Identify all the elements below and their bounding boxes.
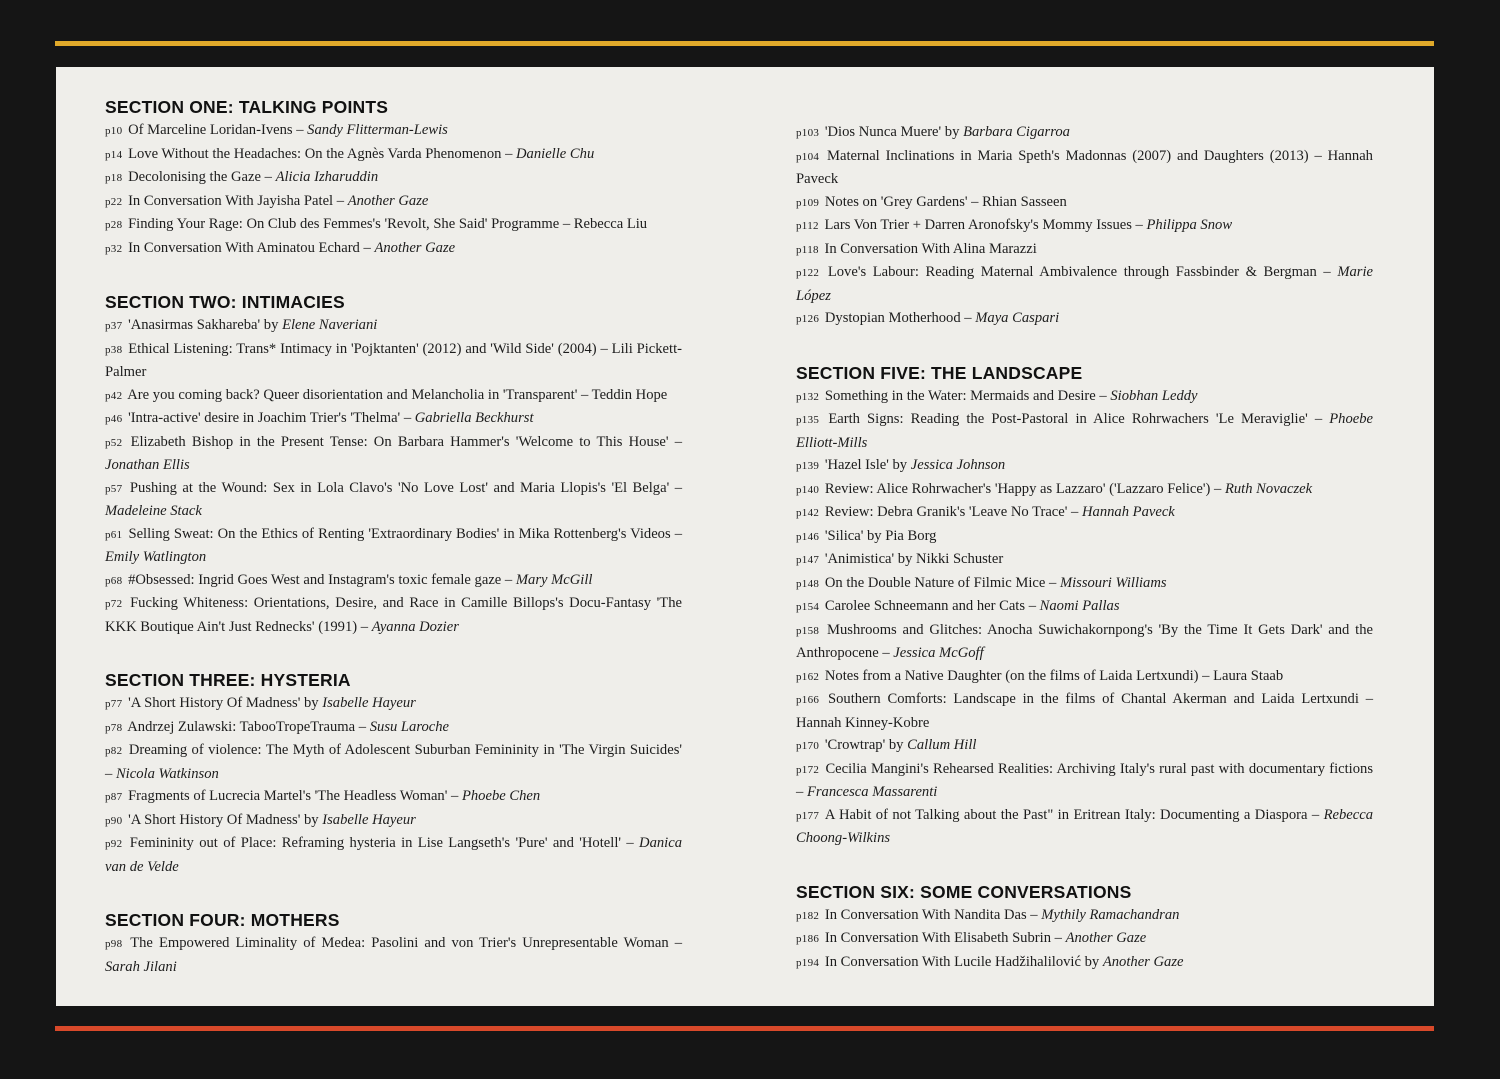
entry-author: Another Gaze <box>1065 930 1147 946</box>
contents-entry <box>796 478 1373 502</box>
page-number: p28 <box>105 219 123 231</box>
contents-entry <box>796 385 1373 409</box>
page-number: p182 <box>796 909 820 922</box>
page-number: p148 <box>796 577 820 590</box>
contents-entry <box>105 314 682 338</box>
entry-title: 'A Short History Of Madness' by <box>128 695 323 711</box>
contents-section <box>105 910 682 978</box>
section-title: SECTION ONE: TALKING POINTS <box>105 97 389 117</box>
entry-author: Another Gaze <box>347 192 429 209</box>
left-column <box>105 97 682 1010</box>
contents-entry <box>796 121 1373 145</box>
contents-entry <box>796 595 1373 619</box>
page-number: p147 <box>796 554 820 566</box>
contents-entry <box>105 809 682 833</box>
entry-title: In Conversation With Jayisha Patel – <box>128 192 348 209</box>
page-number: p46 <box>105 413 123 425</box>
entry-title: Notes on 'Grey Gardens' – Rhian Sasseen <box>824 193 1067 210</box>
contents-entry <box>796 214 1373 238</box>
section-title: SECTION FOUR: MOTHERS <box>105 910 340 930</box>
contents-entry <box>796 734 1373 758</box>
contents-section <box>796 121 1373 331</box>
entry-title: Maternal Inclinations in Maria Speth's Madonnas (2007) and Daughters (2013) – Hannah Paveck <box>796 147 1373 187</box>
contents-section <box>105 670 682 878</box>
page-number: p42 <box>105 389 123 402</box>
entry-title: 'Crowtrap' by <box>824 737 908 753</box>
contents-entry <box>105 213 682 237</box>
page-number: p68 <box>105 574 123 587</box>
contents-page <box>56 67 1434 1006</box>
entry-author: Phoebe Elliott-Mills <box>796 411 1373 451</box>
contents-entry <box>796 665 1373 689</box>
page-number: p10 <box>105 125 123 137</box>
entry-author: Sarah Jilani <box>105 958 177 975</box>
entry-title: In Conversation With Aminatou Echard – <box>128 239 375 256</box>
entry-author: Madeleine Stack <box>105 503 202 519</box>
entry-title: Love Without the Headaches: On the Agnès Varda Phenomenon – <box>128 145 517 162</box>
entry-author: Danielle Chu <box>516 145 595 162</box>
page-number: p77 <box>105 698 123 710</box>
page-number: p158 <box>796 624 820 637</box>
contents-entry <box>105 569 682 593</box>
top-rule <box>55 41 1434 46</box>
page-number: p139 <box>796 460 820 472</box>
contents-entry <box>105 477 682 523</box>
contents-entry <box>796 307 1373 331</box>
page-number: p194 <box>796 956 820 969</box>
entry-title: Carolee Schneemann and her Cats – <box>824 598 1040 614</box>
entry-title: 'Intra-active' desire in Joachim Trier's 'Thelma' – <box>128 410 415 426</box>
contents-entry <box>105 716 682 740</box>
entry-author: Maya Caspari <box>975 310 1060 326</box>
entry-title: A Habit of not Talking about the Past" in Eritrean Italy: Documenting a Diaspora – <box>824 806 1324 823</box>
entry-title: 'Anasirmas Sakhareba' by <box>128 317 283 333</box>
page-number: p118 <box>796 243 819 256</box>
page-number: p22 <box>105 195 123 208</box>
entry-author: Marie López <box>796 264 1373 304</box>
entry-author: Mythily Ramachandran <box>1041 906 1180 923</box>
contents-entry <box>105 832 682 878</box>
entry-author: Ayanna Dozier <box>371 618 459 635</box>
entry-title: Femininity out of Place: Reframing hysteria in Lise Langseth's 'Pure' and 'Hotell' – <box>129 835 640 851</box>
entry-title: Something in the Water: Mermaids and Desire – <box>824 387 1111 404</box>
entry-title: Mushrooms and Glitches: Anocha Suwichakornpong's 'By the Time It Gets Dark' and the Anthropocene – <box>796 621 1373 661</box>
entry-title: Notes from a Native Daughter (on the films of Laida Lertxundi) – Laura Staab <box>824 667 1284 684</box>
page-number: p166 <box>796 694 820 706</box>
entry-author: Barbara Cigarroa <box>963 124 1070 140</box>
entry-title: Of Marceline Loridan-Ivens – <box>128 122 308 138</box>
contents-entry <box>796 688 1373 734</box>
page-number: p162 <box>796 670 820 683</box>
section-title: SECTION THREE: HYSTERIA <box>105 670 351 690</box>
contents-entry <box>796 454 1373 478</box>
contents-entry <box>105 384 682 408</box>
entry-author: Callum Hill <box>907 737 977 753</box>
entry-title: Review: Debra Granik's 'Leave No Trace' – <box>824 504 1082 520</box>
contents-section <box>796 363 1373 850</box>
contents-entry <box>796 927 1373 951</box>
entry-title: 'A Short History Of Madness' by <box>128 811 323 828</box>
contents-entry <box>796 145 1373 191</box>
page-number: p112 <box>796 220 819 232</box>
entry-author: Elene Naveriani <box>282 317 378 333</box>
contents-entry <box>105 407 682 431</box>
contents-entry <box>796 238 1373 262</box>
entry-title: 'Hazel Isle' by <box>824 457 911 473</box>
entry-title: Are you coming back? Queer disorientation and Melancholia in 'Transparent' – Teddin Hope <box>127 386 668 403</box>
page-number: p132 <box>796 390 820 403</box>
entry-title: On the Double Nature of Filmic Mice – <box>824 574 1060 591</box>
entry-author: Ruth Novaczek <box>1224 480 1313 497</box>
page-number: p38 <box>105 343 123 356</box>
entry-author: Gabriella Beckhurst <box>414 410 534 426</box>
entry-author: Jonathan Ellis <box>105 457 190 473</box>
entry-title: Selling Sweat: On the Ethics of Renting 'Extraordinary Bodies' in Mika Rottenberg's Videos – <box>128 525 682 542</box>
page-number: p126 <box>796 313 820 325</box>
page-number: p78 <box>105 721 123 734</box>
page-number: p52 <box>105 436 123 449</box>
contents-entry <box>105 143 682 167</box>
entry-title: Elizabeth Bishop in the Present Tense: On Barbara Hammer's 'Welcome to This House' – <box>130 433 682 450</box>
contents-section <box>105 97 682 260</box>
entry-title: 'Dios Nunca Muere' by <box>824 124 964 140</box>
entry-title: Finding Your Rage: On Club des Femmes's 'Revolt, She Said' Programme – Rebecca Liu <box>128 216 648 232</box>
contents-section <box>796 882 1373 975</box>
page-number: p61 <box>105 528 123 541</box>
contents-entry <box>796 904 1373 928</box>
entry-title: Ethical Listening: Trans* Intimacy in 'Pojktanten' (2012) and 'Wild Side' (2004) – Lili Pickett-Palmer <box>105 340 682 380</box>
contents-entry <box>105 785 682 809</box>
entry-title: In Conversation With Lucile Hadžihalilović by <box>824 953 1103 970</box>
page-number: p154 <box>796 601 820 613</box>
entry-title: Decolonising the Gaze – <box>128 169 276 185</box>
page-number: p82 <box>105 745 123 757</box>
entry-title: Earth Signs: Reading the Post-Pastoral in Alice Rohrwachers 'Le Meraviglie' – <box>828 411 1330 427</box>
contents-entry <box>796 619 1373 665</box>
contents-entry <box>796 572 1373 596</box>
page-number: p140 <box>796 483 820 496</box>
page-number: p92 <box>105 838 123 850</box>
contents-entry <box>796 548 1373 572</box>
entry-title: Pushing at the Wound: Sex in Lola Clavo's 'No Love Lost' and Maria Llopis's 'El Belga' – <box>129 479 683 496</box>
page-number: p146 <box>796 530 820 543</box>
entry-author: Another Gaze <box>1102 953 1184 970</box>
page-number: p104 <box>796 150 820 163</box>
contents-entry <box>105 166 682 190</box>
page-number: p98 <box>105 938 123 950</box>
contents-entry <box>796 408 1373 454</box>
entry-author: Isabelle Hayeur <box>322 695 416 711</box>
contents-entry <box>796 758 1373 804</box>
contents-entry <box>796 191 1373 215</box>
entry-author: Jessica Johnson <box>910 457 1006 473</box>
entry-author: Missouri Williams <box>1059 574 1167 591</box>
contents-entry <box>105 523 682 569</box>
contents-entry <box>796 804 1373 850</box>
contents-entry <box>105 692 682 716</box>
entry-author: Phoebe Chen <box>461 788 541 804</box>
entry-title: The Empowered Liminality of Medea: Pasolini and von Trier's Unrepresentable Woman – <box>130 935 683 951</box>
entry-author: Siobhan Leddy <box>1110 387 1198 404</box>
entry-title: In Conversation With Elisabeth Subrin – <box>824 930 1066 946</box>
entry-author: Naomi Pallas <box>1039 598 1120 614</box>
entry-author: Rebecca Choong-Wilkins <box>796 806 1374 846</box>
entry-author: Philippa Snow <box>1146 217 1233 233</box>
page-number: p172 <box>796 763 820 776</box>
entry-title: Lars Von Trier + Darren Aronofsky's Mommy Issues – <box>824 217 1147 233</box>
entry-title: Dystopian Motherhood – <box>824 310 976 326</box>
page-number: p109 <box>796 196 820 209</box>
page-number: p142 <box>796 507 820 519</box>
entry-title: Dreaming of violence: The Myth of Adolescent Suburban Femininity in 'The Virgin Suicides' – <box>105 742 682 782</box>
entry-author: Emily Watlington <box>105 549 207 565</box>
entry-title: 'Silica' by Pia Borg <box>824 527 937 544</box>
entry-title: Southern Comforts: Landscape in the films of Chantal Akerman and Laida Lertxundi – Hannah Kinney-Kobre <box>796 691 1373 731</box>
page-number: p14 <box>105 148 123 161</box>
page-number: p177 <box>796 809 820 822</box>
entry-title: Review: Alice Rohrwacher's 'Happy as Lazzaro' ('Lazzaro Felice') – <box>824 480 1225 497</box>
contents-entry <box>105 592 682 638</box>
contents-entry <box>796 951 1373 975</box>
right-column <box>796 121 1373 1006</box>
entry-title: Andrzej Zulawski: TabooTropeTrauma – <box>127 718 370 735</box>
entry-author: Susu Laroche <box>369 718 450 735</box>
section-title: SECTION TWO: INTIMACIES <box>105 292 345 312</box>
entry-title: In Conversation With Alina Marazzi <box>824 240 1037 257</box>
page-number: p32 <box>105 242 123 255</box>
entry-title: Love's Labour: Reading Maternal Ambivalence through Fassbinder & Bergman – <box>827 264 1338 280</box>
entry-author: Hannah Paveck <box>1081 504 1175 520</box>
entry-title: Fucking Whiteness: Orientations, Desire, and Race in Camille Billops's Docu-Fantasy 'The KKK Boutique Ain't Just Rednecks' (1991) – <box>105 595 682 635</box>
entry-title: Fragments of Lucrecia Martel's 'The Headless Woman' – <box>128 788 462 804</box>
entry-author: Jessica McGoff <box>893 645 984 661</box>
section-title: SECTION SIX: SOME CONVERSATIONS <box>796 881 1132 902</box>
entry-author: Alicia Izharuddin <box>275 169 379 185</box>
page-number: p87 <box>105 791 123 803</box>
entry-author: Another Gaze <box>374 239 456 256</box>
page-number: p186 <box>796 933 820 945</box>
entry-author: Francesca Massarenti <box>806 784 938 800</box>
bottom-rule <box>55 1026 1434 1031</box>
page-number: p37 <box>105 320 123 332</box>
page-number: p170 <box>796 740 820 752</box>
entry-author: Mary McGill <box>515 571 593 588</box>
contents-entry <box>105 932 682 978</box>
contents-entry <box>105 190 682 214</box>
contents-entry <box>105 739 682 785</box>
page-number: p72 <box>105 598 123 610</box>
entry-author: Isabelle Hayeur <box>322 811 416 828</box>
contents-entry <box>796 501 1373 525</box>
contents-entry <box>796 525 1373 549</box>
page-number: p90 <box>105 814 123 827</box>
entry-author: Danica van de Velde <box>105 835 682 875</box>
entry-title: In Conversation With Nandita Das – <box>824 906 1042 923</box>
contents-entry <box>105 237 682 261</box>
contents-entry <box>105 338 682 384</box>
contents-entry <box>796 261 1373 307</box>
page-number: p135 <box>796 414 820 426</box>
contents-section <box>105 292 682 638</box>
page-number: p103 <box>796 127 820 139</box>
entry-title: 'Animistica' by Nikki Schuster <box>824 551 1004 567</box>
section-title: SECTION FIVE: THE LANDSCAPE <box>796 362 1083 383</box>
page-number: p57 <box>105 482 123 495</box>
entry-title: Cecilia Mangini's Rehearsed Realities: Archiving Italy's rural past with documentary fictions – <box>796 760 1373 800</box>
page-number: p122 <box>796 267 820 279</box>
entry-author: Nicola Watkinson <box>115 765 219 782</box>
entry-title: #Obsessed: Ingrid Goes West and Instagram's toxic female gaze – <box>128 571 516 588</box>
page-number: p18 <box>105 172 123 184</box>
contents-entry <box>105 119 682 143</box>
contents-entry <box>105 431 682 477</box>
entry-author: Sandy Flitterman-Lewis <box>307 122 448 138</box>
